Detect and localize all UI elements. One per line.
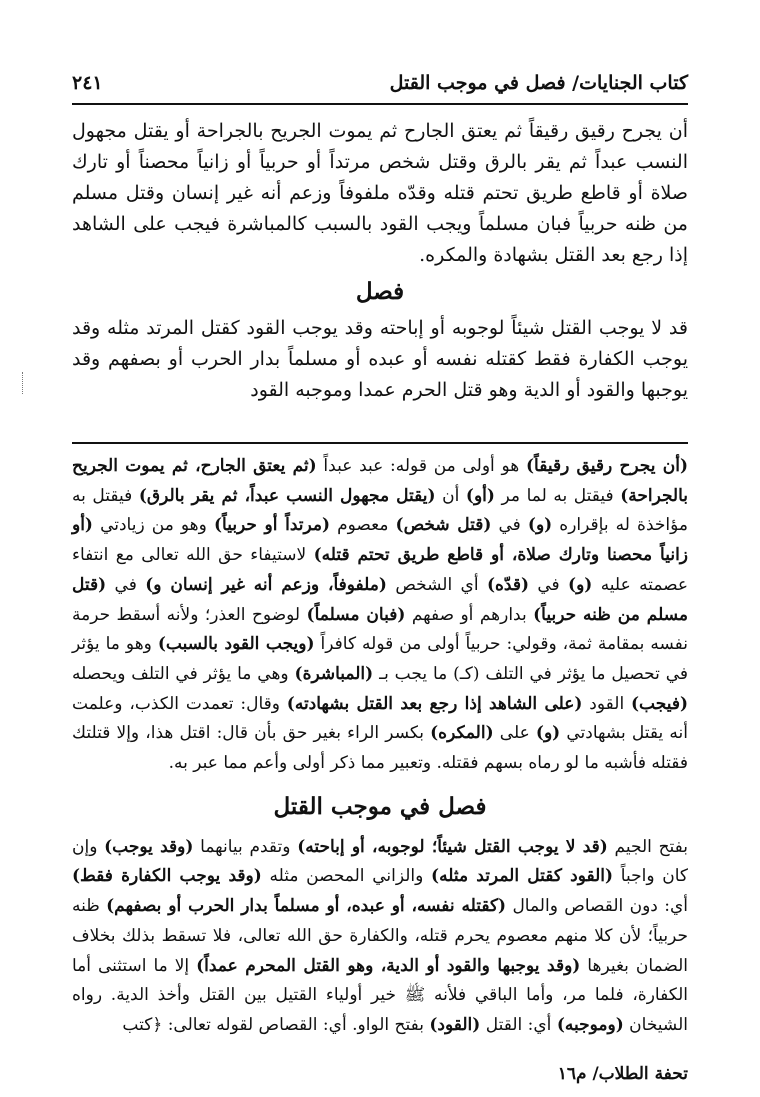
main-paragraph: قد لا يوجب القتل شيئاً لوجوبه أو إباحته وقد يوجب القود كقتل المرتد مثله وقد يوجب الكفارة فقط كقتله نفسه أو عبده أو مسلماً بدار الحرب أو بصفهم وقد يوجبها والقود أو الدية وهو قتل الحرم عمدا وموجبه القود <box>72 317 688 401</box>
bold-quote: (ثم يعتق الجارح، ثم يموت الجريح بالجراحة) <box>72 456 689 506</box>
commentary-divider <box>72 442 688 444</box>
bold-quote: (كقتله نفسه، أو عبده، أو مسلماً بدار الحرب أو بصفهم) <box>106 896 507 917</box>
bold-quote: (و) <box>568 574 593 595</box>
bold-quote: (القود كقتل المرتد مثله) <box>431 866 614 887</box>
running-header <box>72 70 688 102</box>
commentary-paragraph: بفتح الجيم (قد لا يوجب القتل شيئاً؛ لوجوبه، أو إباحته) وتقدم بيانهما (وقد يوجب) وإن كان واجباً (القود كقتل المرتد مثله) والزاني المحصن مثله (وقد يوجب الكفارة فقط) أي: دون القصاص والمال (كقتله نفسه، أو عبده، أو مسلماً بدار الحرب أو بصفهم) ظنه حربياً؛ لأن كلا منهم معصوم يحرم قتله، والكفارة حق الله تعالى، فلا تسقط بذلك بخلاف الضمان بغيرها (وقد يوجبها والقود أو الدية، وهو القتل المحرم عمداً) إلا ما استثنى أما الكفارة، فلما مر، وأما الباقي فلأنه ﷺ خير أولياء القتيل بين القتل وأخذ الدية. رواه الشيخان (وموجبه) أي: القتل (القود) بفتح الواو. أي: القصاص لقوله تعالى: ﴿كتب <box>72 836 689 1035</box>
bold-quote: (ملفوفاً، وزعم أنه غير إنسان و) <box>145 574 387 595</box>
commentary-heading: فصل في موجب القتل <box>273 792 487 820</box>
chapter-title: كتاب الجنايات/ فصل في موجب القتل <box>389 72 688 94</box>
footer-signature: تحفة الطلاب/ م١٦ <box>557 1064 688 1084</box>
commentary-paragraph: (أن يجرح رقيق رقيقاً) هو أولى من قوله: عبد عبداً (ثم يعتق الجارح، ثم يموت الجريح بالجراحة) فيقتل به لما مر (أو) أن (يقتل مجهول النسب عبداً، ثم يقر بالرق) فيقتل به مؤاخذة له بإقراره (و) في (قتل شخص) معصوم (مرتداً أو حربياً) وهو من زيادتي (أو زانياً محصنا وتارك صلاة، أو قاطع طريق تحتم قتله) لاستيفاء حق الله تعالى مع انتفاء عصمته عليه (و) في (قدّه) أي الشخص (ملفوفاً، وزعم أنه غير إنسان و) في (قتل مسلم من ظنه حربياً) بدارهم أو صفهم (فبان مسلماً) لوضوح العذر؛ ولأنه أسقط حرمة نفسه بمقامة ثمة، وقولي: حربياً أولى من قوله كافراً (ويجب القود بالسبب) وهو ما يؤثر في تحصيل ما يؤثر في التلف (كـ) ما يجب بـ (المباشرة) وهي ما يؤثر في التلف ويحصله (فيجب) القود (على الشاهد إذا رجع بعد القتل بشهادته) وقال: تعمدت الكذب، وعلمت أنه يقتل بشهادتي (و) على (المكره) بكسر الراء بغير حق بأن قال: اقتل هذا، وإلا قتلتك فقتله فأشبه ما لو رماه بسهم فقتله. وتعبير مما ذكر أولى وأعم مما عبر به. <box>72 456 689 774</box>
margin-mark <box>22 372 25 394</box>
bold-quote: (أو زانياً محصنا وتارك صلاة، أو قاطع طريق تحتم قتله) <box>72 515 689 566</box>
bold-quote: (ويجب القود بالسبب) <box>157 634 315 655</box>
main-text <box>72 116 688 406</box>
page-number: ٢٤١ <box>72 72 103 94</box>
bold-quote: (فبان مسلماً) <box>306 604 406 625</box>
bold-quote: (قتل مسلم من ظنه حربياً) <box>72 574 688 625</box>
section-heading: فصل <box>355 278 405 305</box>
bold-quote: (قدّه) <box>486 574 529 595</box>
bold-quote: (و) <box>535 723 561 744</box>
bold-quote: (المكره) <box>430 723 494 744</box>
bold-quote: (القود) <box>429 1014 481 1035</box>
bold-quote: (فيجب) <box>631 693 689 714</box>
bold-quote: (وقد يوجب) <box>104 836 194 857</box>
bold-quote: (مرتداً أو حربياً) <box>213 515 330 536</box>
bold-quote: (قتل شخص) <box>395 515 492 536</box>
bold-quote: (و) <box>527 515 553 536</box>
bold-quote: (وقد يوجبها والقود أو الدية، وهو القتل المحرم عمداً) <box>196 955 581 976</box>
header-divider <box>72 103 688 105</box>
bold-quote: (يقتل مجهول النسب عبداً، ثم يقر بالرق) <box>138 485 436 506</box>
bold-quote: (قد لا يوجب القتل شيئاً؛ لوجوبه، أو إباحته) <box>297 836 608 857</box>
bold-quote: (وقد يوجب الكفارة فقط) <box>72 866 262 887</box>
bold-quote: (المباشرة) <box>294 663 374 684</box>
main-paragraph: أن يجرح رقيق رقيقاً ثم يعتق الجارح ثم يموت الجريح بالجراحة أو يقتل مجهول النسب عبداً ثم يقر بالرق وقتل شخص مرتداً أو حربياً أو زانياً محصناً أو تارك صلاة أو قاطع طريق تحتم قتله وقدّه ملفوفاً وزعم أنه غير إنسان وقتل مسلم من ظنه حربياً فبان مسلماً ويجب القود بالسبب كالمباشرة فيجب على الشاهد إذا رجع بعد القتل بشهادة والمكره. <box>72 120 688 266</box>
bold-quote: (وموجبه) <box>556 1014 624 1035</box>
bold-quote: (أو) <box>465 485 495 506</box>
commentary <box>72 452 688 1041</box>
bold-quote: (أن يجرح رقيق رقيقاً) <box>526 456 689 476</box>
bold-quote: (على الشاهد إذا رجع بعد القتل بشهادته) <box>286 693 583 714</box>
